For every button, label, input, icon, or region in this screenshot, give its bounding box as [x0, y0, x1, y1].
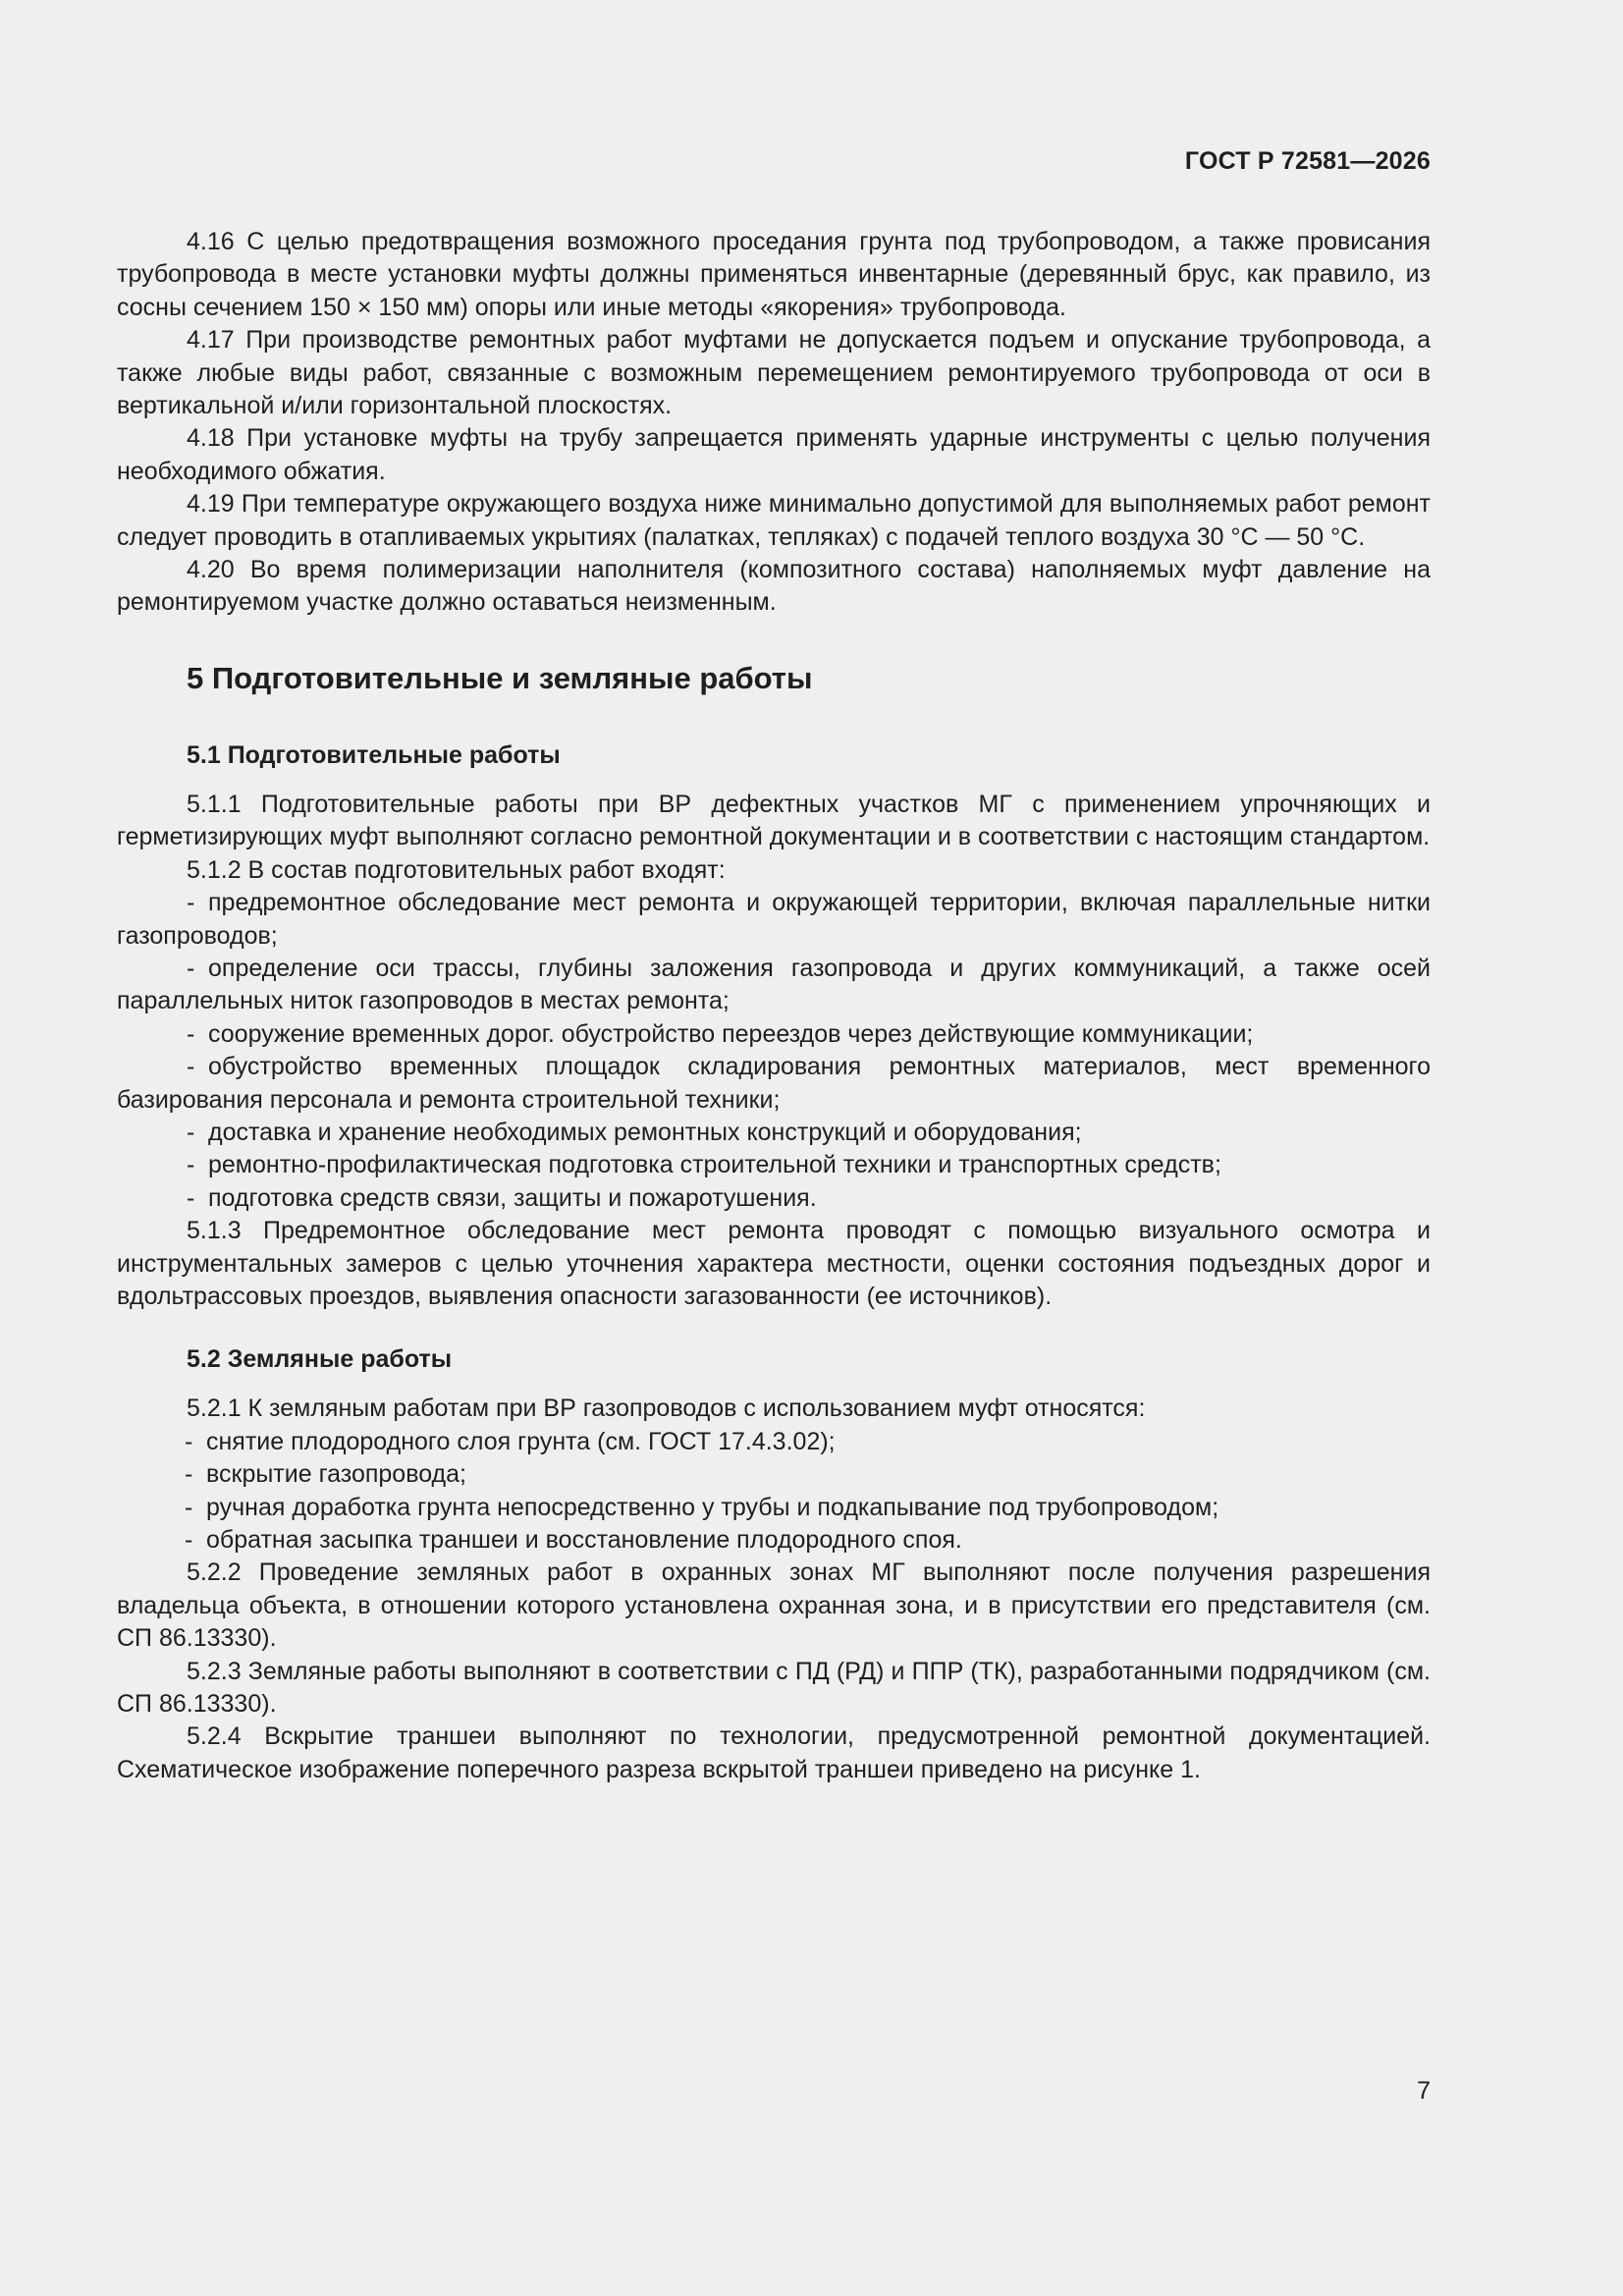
list-dash: - [187, 1183, 195, 1212]
page-number: 7 [1417, 2077, 1431, 2105]
list-item [117, 1051, 1431, 1117]
list-item-text: вскрытие газопровода; [206, 1460, 466, 1489]
paragraph-5-2-1: 5.2.1 К земляным работам при ВР газопроводов с использованием муфт относятся: [187, 1394, 1146, 1423]
list-dash: - [187, 889, 195, 917]
subsection-5-2-heading: 5.2 Земляные работы [187, 1345, 453, 1374]
section-5-heading: 5 Подготовительные и земляные работы [187, 660, 813, 695]
list-item-text: сооружение временных дорог. обустройство переездов через действующие коммуникации; [208, 1019, 1254, 1048]
list-dash: - [185, 1427, 193, 1455]
list-dash: - [187, 1053, 195, 1081]
list-dash: - [187, 1118, 195, 1146]
paragraph-5-1-2: 5.1.2 В состав подготовительных работ входят: [187, 855, 726, 884]
paragraph-5-2-3: 5.2.3 Земляные работы выполняют в соответствии с ПД (РД) и ППР (ТК), разработанными подрядчиком (см. СП 86.13330). [117, 1657, 1431, 1719]
document-body [117, 226, 1431, 1786]
document-code-header: ГОСТ Р 72581—2026 [1184, 147, 1431, 175]
list-item [117, 1018, 1431, 1051]
list-dash: - [187, 954, 195, 982]
paragraph-4-17: 4.17 При производстве ремонтных работ муфтами не допускается подъем и опускание трубопровода, а также любые виды работ, связанные с возможным перемещением ремонтируемого трубопровода от оси в вертикальной и/или горизонтальной плоскостях. [117, 326, 1431, 420]
list-item [117, 1492, 1431, 1524]
paragraph-5-2-4: 5.2.4 Вскрытие траншеи выполняют по технологии, предусмотренной ремонтной документацией. Схематическое изображение поперечного разреза вскрытой траншеи приведено на рисунке 1. [117, 1722, 1431, 1783]
list-item [117, 1149, 1431, 1181]
list-dash: - [185, 1493, 193, 1521]
list-dash: - [185, 1526, 193, 1554]
list-item-text: доставка и хранение необходимых ремонтных конструкций и оборудования; [208, 1118, 1082, 1146]
paragraph-4-20: 4.20 Во время полимеризации наполнителя (композитного состава) наполняемых муфт давление на ремонтируемом участке должно оставаться неизменным. [117, 556, 1431, 617]
list-item [117, 887, 1431, 953]
paragraph-5-1-1: 5.1.1 Подготовительные работы при ВР дефектных участков МГ с применением упрочняющих и герметизирующих муфт выполняют согласно ремонтной документации и в соответствии с настоящим стандартом. [117, 790, 1431, 851]
list-dash: - [187, 1019, 195, 1048]
list-dash: - [187, 1151, 195, 1179]
list-item-text: обратная засыпка траншеи и восстановление плодородного споя. [206, 1526, 962, 1554]
list-dash: - [185, 1460, 193, 1489]
paragraph-4-16: 4.16 С целью предотвращения возможного проседания грунта под трубопроводом, а также провисания трубопровода в месте установки муфты должны применяться инвентарные (деревянный брус, как правило, из сосны сечением 150 × 150 мм) опоры или иные методы «якорения» трубопровода. [117, 228, 1431, 321]
subsection-5-1-heading: 5.1 Подготовительные работы [187, 740, 561, 769]
list-item [117, 1458, 1431, 1491]
list-item-text: ручная доработка грунта непосредственно у трубы и подкапывание под трубопроводом; [206, 1493, 1219, 1521]
list-item-text: определение оси трассы, глубины заложения газопровода и других коммуникаций, а также осей параллельных ниток газопроводов в местах ремонта; [117, 954, 1431, 1015]
paragraph-4-18: 4.18 При установке муфты на трубу запрещается применять ударные инструменты с целью получения необходимого обжатия. [117, 424, 1431, 485]
paragraph-5-2-2: 5.2.2 Проведение земляных работ в охранных зонах МГ выполняют после получения разрешения владельца объекта, в отношении которого установлена охранная зона, и в присутствии его представителя (см. СП 86.13330). [117, 1558, 1431, 1653]
list-item-text: ремонтно-профилактическая подготовка строительной техники и транспортных средств; [208, 1151, 1221, 1179]
list-item-text: снятие плодородного слоя грунта (см. ГОСТ 17.4.3.02); [206, 1427, 836, 1455]
list-item-text: подготовка средств связи, защиты и пожаротушения. [208, 1183, 817, 1212]
list-item [117, 1426, 1431, 1458]
list-item-text: предремонтное обследование мест ремонта и окружающей территории, включая параллельные нитки газопроводов; [117, 889, 1431, 950]
list-item [117, 1117, 1431, 1149]
list-item [117, 1182, 1431, 1215]
list-item [117, 1524, 1431, 1557]
paragraph-4-19: 4.19 При температуре окружающего воздуха ниже минимально допустимой для выполняемых работ ремонт следует проводить в отапливаемых укрытиях (палатках, тепляках) с подачей теплого воздуха 30 °С — 50 °С. [117, 490, 1431, 551]
list-item [117, 953, 1431, 1018]
paragraph-5-1-3: 5.1.3 Предремонтное обследование мест ремонта проводят с помощью визуального осмотра и инструментальных замеров с целью уточнения характера местности, оценки состояния подъездных дорог и вдольтрассовых проездов, выявления опасности загазованности (ее источников). [117, 1217, 1431, 1310]
list-item-text: обустройство временных площадок складирования ремонтных материалов, мест временного базирования персонала и ремонта строительной техники; [117, 1053, 1431, 1114]
